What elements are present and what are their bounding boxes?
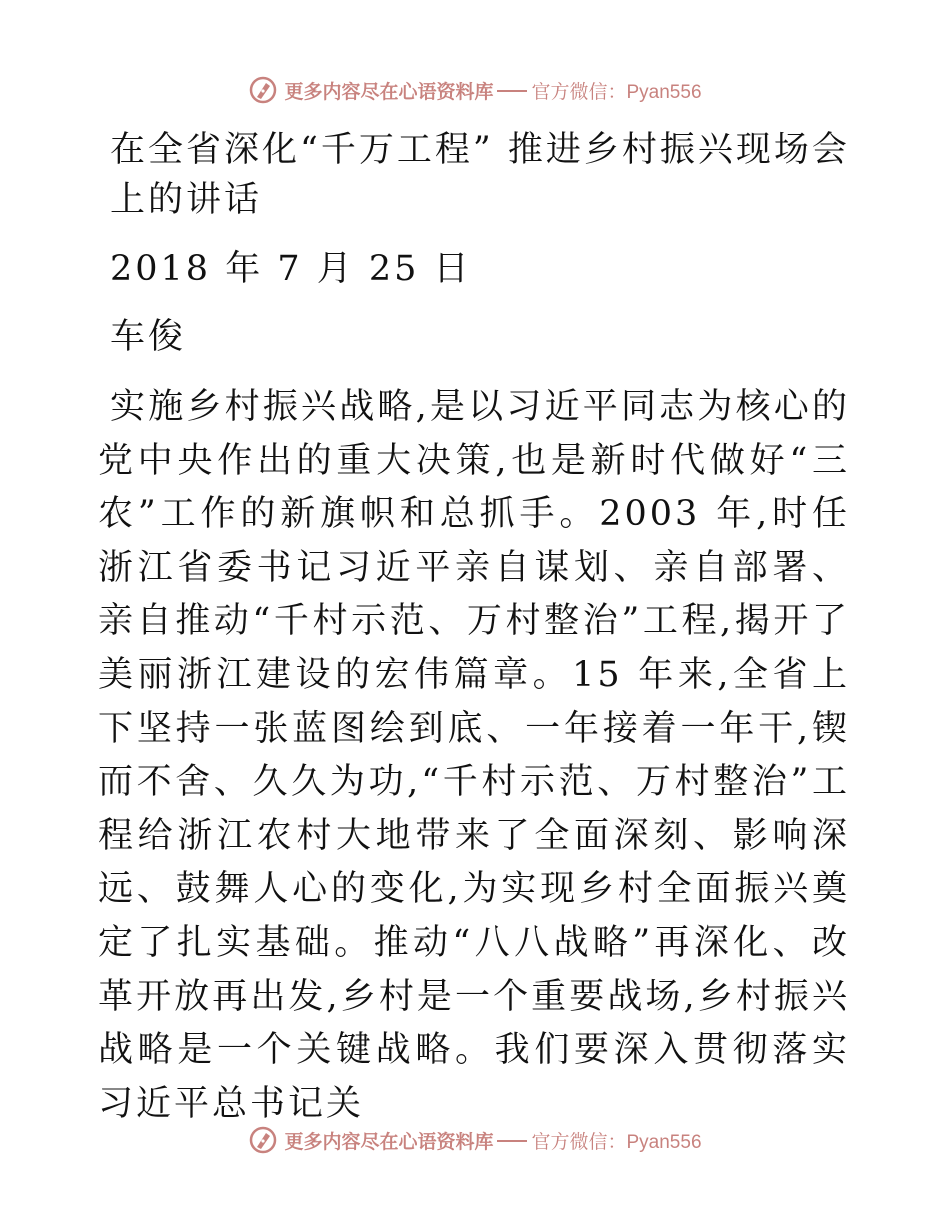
watermark-text [284,1127,701,1154]
document-author: 车俊 [110,317,187,357]
document-body [98,125,858,1131]
pen-nib-circle-icon [248,1125,278,1155]
watermark-text [284,77,701,104]
watermark-footer [0,1120,950,1160]
document-paragraph: 实施乡村振兴战略,是以习近平同志为核心的党中央作出的重大决策,也是新时代做好“三农”工作的新旗帜和总抓手。2003 年,时任浙江省委书记习近平亲自谋划、亲自部署、亲自推动“千村示范、万村整治”工程,揭开了美丽浙江建设的宏伟篇章。15 年来,全省上下坚持一张蓝图绘到底、一年接着一年干,锲而不舍、久久为功,“千村示范、万村整治”工程给浙江农村大地带来了全面深刻、影响深远、鼓舞人心的变化,为实现乡村全面振兴奠定了扎实基础。推动“八八战略”再深化、改革开放再出发,乡村是一个重要战场,乡村振兴战略是一个关键战略。我们要深入贯彻落实习近平总书记关 [98,387,850,1124]
watermark-wechat-id: Pyan556 [626,81,702,103]
watermark-dash [497,90,527,92]
pen-nib-circle-icon [248,75,278,105]
watermark-brand: 更多内容尽在心语资料库 [284,1130,494,1153]
watermark-header [0,70,950,110]
watermark-dash [497,1140,527,1142]
watermark-wechat-id: Pyan556 [626,1131,702,1153]
watermark-channel: 官方微信： [531,1130,627,1153]
document-date: 2018 年 7 月 25 日 [110,249,472,289]
watermark-brand: 更多内容尽在心语资料库 [284,80,494,103]
watermark-channel: 官方微信： [531,80,627,103]
document-title: 在全省深化“千万工程” 推进乡村振兴现场会上的讲话 [110,130,850,220]
